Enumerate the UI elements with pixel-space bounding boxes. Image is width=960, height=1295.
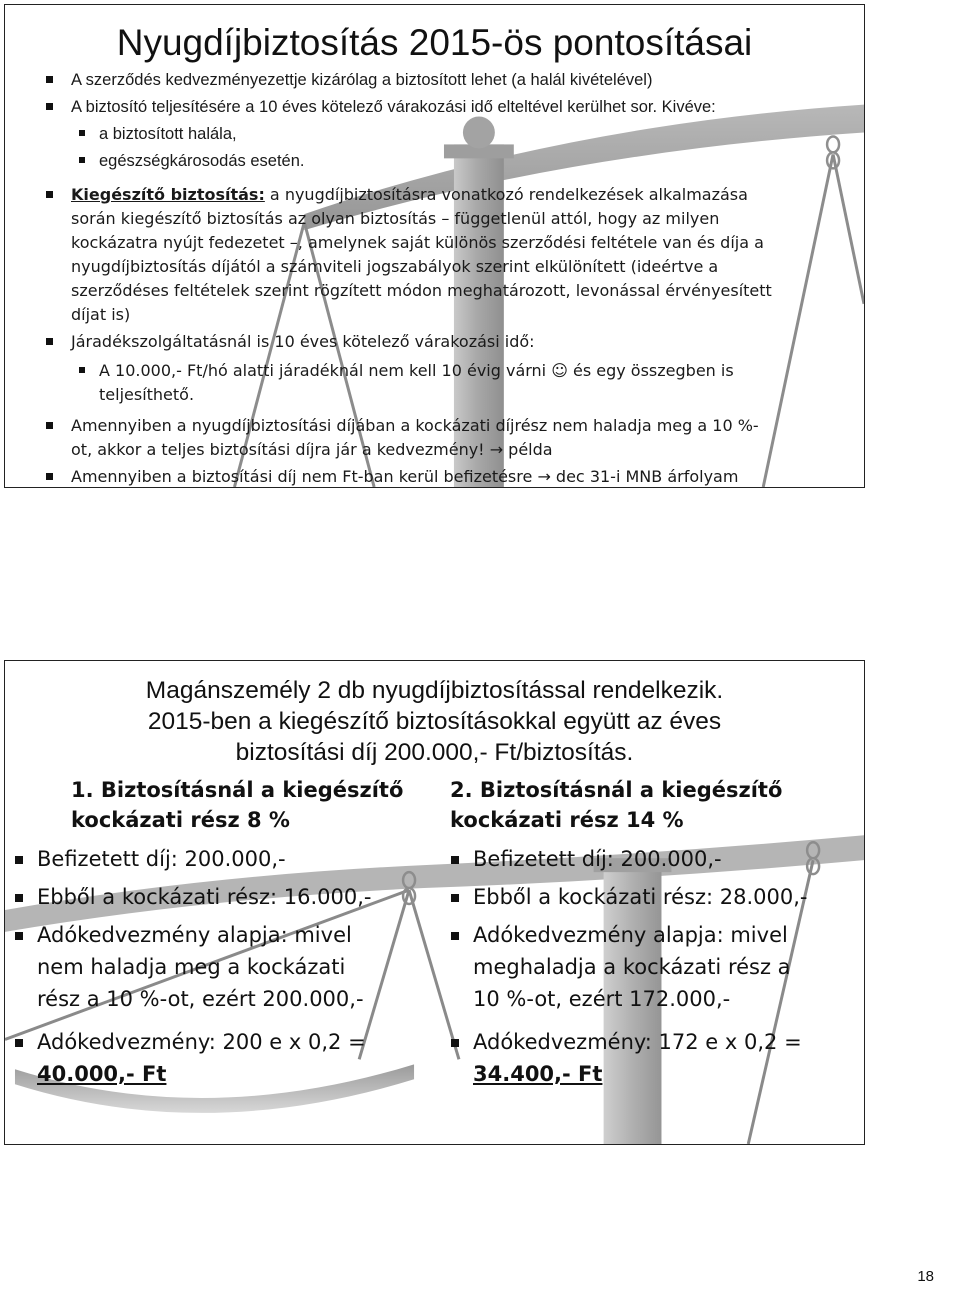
- sub-bullet-health: egészségkárosodás esetén.: [99, 149, 304, 173]
- bullet-risk-premium: Amennyiben a nyugdíjbiztosítási díjában a kockázati díjrész nem haladja meg a 10 %- ot, akkor a teljes biztosítási díjra jár a kedvezmény! → példa: [71, 414, 759, 462]
- example-intro: Magánszemély 2 db nyugdíjbiztosítással rendelkezik. 2015-ben a kiegészítő biztosításokkal együtt az éves biztosítási díj 200.000,- Ft/biztosítás.: [145, 677, 724, 766]
- case-1-tax-credit: Adókedvezmény: 200 e x 0,2 = 40.000,- Ft: [37, 1026, 366, 1090]
- case-1-paid-premium: Befizetett díj: 200.000,-: [37, 843, 286, 875]
- bullet-beneficiary: A szerződés kedvezményezettje kizárólag a biztosított lehet (a halál kivételével): [71, 68, 652, 92]
- slide-2: [4, 660, 865, 1145]
- square-bullet-icon: [46, 76, 53, 83]
- square-bullet-icon: [451, 932, 459, 940]
- square-bullet-icon: [46, 103, 53, 110]
- square-bullet-icon: [451, 1039, 459, 1047]
- slide-1-title: Nyugdíjbiztosítás 2015-ös pontosításai: [116, 22, 753, 63]
- sub-bullet-small-annuity: A 10.000,- Ft/hó alatti járadéknál nem kell 10 évig várni ☺ és egy összegben is teljesíthető.: [99, 359, 734, 407]
- example-link: példa: [503, 440, 553, 459]
- square-bullet-icon: [46, 422, 53, 429]
- square-bullet-icon: [46, 191, 53, 198]
- square-bullet-icon: [46, 338, 53, 345]
- case-2-heading: 2. Biztosításnál a kiegészítő kockázati rész 14 %: [450, 778, 783, 832]
- case-2-tax-base: Adókedvezmény alapja: mivel meghaladja a kockázati rész a 10 %-ot, ezért 172.000,-: [473, 919, 791, 1015]
- bullet-annuity: Járadékszolgáltatásnál is 10 éves kötelező várakozási idő:: [71, 330, 535, 354]
- case-2-result: 34.400,- Ft: [473, 1062, 603, 1086]
- term-supplementary-insurance: Kiegészítő biztosítás:: [71, 185, 265, 204]
- bullet-supplementary-insurance: Kiegészítő biztosítás: a nyugdíjbiztosításra vonatkozó rendelkezések alkalmazása során kiegészítő biztosítás az olyan biztosítás – függetlenül attól, hogy az milyen kockázatra nyújt fedezetet –, amelynek saját különös szerződési feltétele van és díja a nyugdíjbiztosítás díjától a számviteli jogszabályok szerint elkülönített (ideértve a szerződéses feltételek szerint rögzített módon meghatározott, levonással érvényesített díjat is): [71, 183, 772, 327]
- square-bullet-icon: [79, 130, 85, 136]
- slide-2-content: [5, 661, 864, 1144]
- slide-1-content: [5, 5, 864, 487]
- square-bullet-icon: [15, 856, 23, 864]
- case-1-result: 40.000,- Ft: [37, 1062, 167, 1086]
- bullet-foreign-currency: Amennyiben a biztosítási díj nem Ft-ban kerül befizetésre → dec 31-i MNB árfolyam: [71, 465, 738, 488]
- square-bullet-icon: [451, 856, 459, 864]
- case-2-tax-credit: Adókedvezmény: 172 e x 0,2 = 34.400,- Ft: [473, 1026, 802, 1090]
- case-1-tax-base: Adókedvezmény alapja: mivel nem haladja meg a kockázati rész a 10 %-ot, ezért 200.000,-: [37, 919, 364, 1015]
- bullet-waiting-period: A biztosító teljesítésére a 10 éves kötelező várakozási idő elteltével kerülhet sor. Kivéve:: [71, 95, 716, 119]
- square-bullet-icon: [15, 932, 23, 940]
- square-bullet-icon: [79, 157, 85, 163]
- right-arrow-icon: →: [537, 467, 551, 486]
- sub-bullet-death: a biztosított halála,: [99, 122, 237, 146]
- case-1-risk-part: Ebből a kockázati rész: 16.000,-: [37, 881, 371, 913]
- square-bullet-icon: [15, 1039, 23, 1047]
- page-number: 18: [917, 1268, 934, 1285]
- square-bullet-icon: [46, 473, 53, 480]
- square-bullet-icon: [79, 367, 85, 373]
- case-2-paid-premium: Befizetett díj: 200.000,-: [473, 843, 722, 875]
- square-bullet-icon: [451, 894, 459, 902]
- case-2-risk-part: Ebből a kockázati rész: 28.000,-: [473, 881, 807, 913]
- case-1-heading: 1. Biztosításnál a kiegészítő kockázati rész 8 %: [71, 778, 404, 832]
- slide-1: [4, 4, 865, 488]
- square-bullet-icon: [15, 894, 23, 902]
- right-arrow-icon: →: [489, 440, 504, 459]
